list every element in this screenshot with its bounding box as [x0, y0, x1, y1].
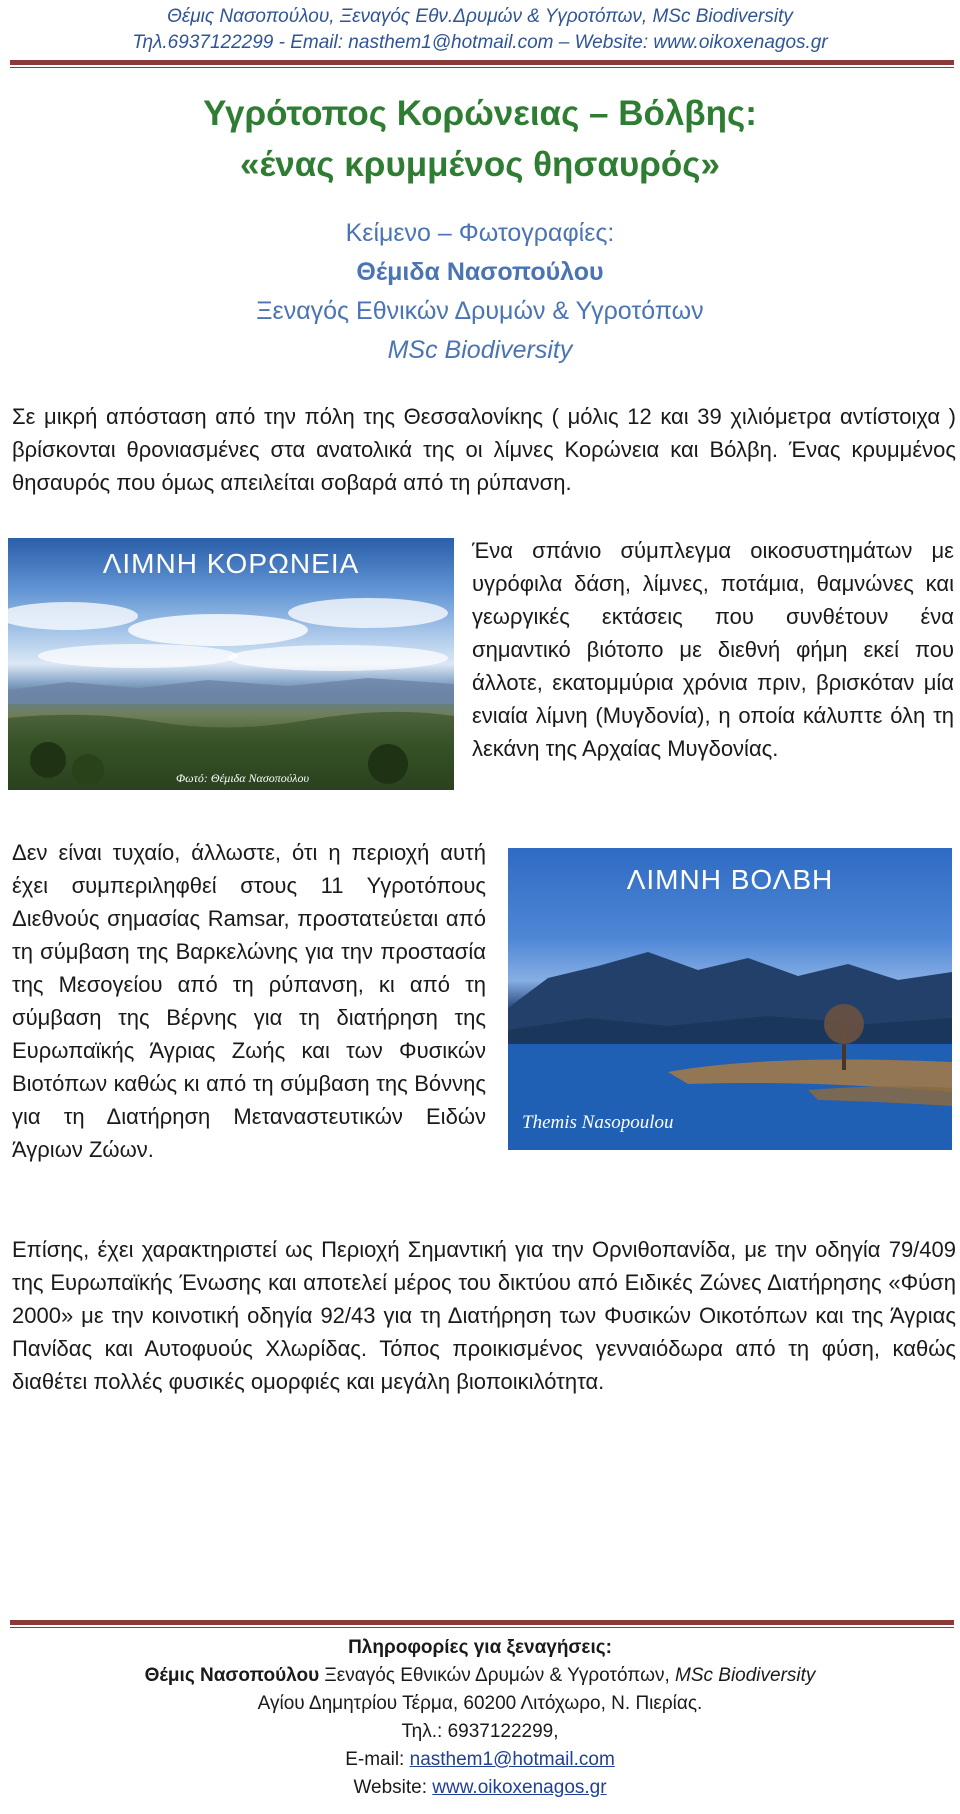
photo-credit-koroneia: Φωτό: Θέμιδα Νασοπούλου [176, 771, 309, 785]
photo-credit-volvi: Themis Nasopoulou [522, 1112, 674, 1133]
byline-label: Κείμενο – Φωτογραφίες: [345, 219, 615, 247]
footer-degree: MSc Biodiversity [675, 1665, 816, 1686]
footer-heading: Πληροφορίες για ξεναγήσεις: [348, 1637, 612, 1658]
footer-phone: Τηλ.: 6937122299, [401, 1721, 559, 1742]
footer-rule-thick [10, 1620, 954, 1625]
footer-website-line [0, 1774, 960, 1802]
byline-degree: MSc Biodiversity [387, 336, 573, 364]
footer-address: Αγίου Δημητρίου Τέρμα, 60200 Λιτόχωρο, Ν. Πιερίας. [257, 1693, 703, 1714]
footer-website-label: Website: [353, 1777, 433, 1798]
header-line-1: Θέμις Νασοπούλου, Ξεναγός Εθν.Δρυμών & Υγροτόπων, MSc Biodiversity [167, 6, 793, 27]
article-title [0, 88, 960, 190]
page-footer [0, 1634, 960, 1802]
paragraph-natura: Επίσης, έχει χαρακτηριστεί ως Περιοχή Σημαντική για την Ορνιθοπανίδα, με την οδηγία 79/409 της Ευρωπαϊκής Ένωσης και αποτελεί μέρος του δικτύου από Ειδικές Ζώνες Διατήρησης «Φύση 2000» με την κοινοτική οδηγία 92/43 για τη Διατήρηση των Φυσικών Οικοτόπων και της Άγριας Πανίδας και Αυτοφυούς Χλωρίδας. Τόπος προικισμένος γενναιόδωρα από τη φύση, καθώς διαθέτει πολλές φυσικές ομορφιές και μεγάλη βιοποικιλότητα. [12, 1237, 956, 1394]
photo-caption-volvi: ΛΙΜΝΗ ΒΟΛΒΗ [626, 864, 834, 895]
header-rule-thick [10, 60, 954, 65]
header-rule-thin [10, 67, 954, 68]
page-header [0, 4, 960, 56]
paragraph-ecosystem: Ένα σπάνιο σύμπλεγμα οικοσυστημάτων με υγρόφιλα δάση, λίμνες, ποτάμια, θαμνώνες και γεωργικές εκτάσεις που συνθέτουν ένα σημαντικό βιότοπο με διεθνή φήμη εκεί που άλλοτε, εκατομμύρια χρόνια πριν, βρισκόταν μία ενιαία λίμνη (Μυγδονία), η οποία κάλυπτε όλη τη λεκάνη της Αρχαίας Μυγδονίας. [472, 538, 954, 761]
header-line-2: Τηλ.6937122299 - Email: nasthem1@hotmail.com – Website: www.oikoxenagos.gr [132, 32, 828, 53]
article-title-line-1: Υγρότοπος Κορώνειας – Βόλβης: [203, 94, 757, 133]
paragraph-conventions: Δεν είναι τυχαίο, άλλωστε, ότι η περιοχή αυτή έχει συμπεριληφθεί στους 11 Υγροτόπους Διεθνούς σημασίας Ramsar, προστατεύεται από τη σύμβαση της Βαρκελώνης για την προστασία της Μεσογείου από τη ρύπανση, κι από τη σύμβαση της Βέρνης για τη διατήρηση της Ευρωπαϊκής Άγριας Ζωής και των Φυσικών Βιοτόπων καθώς κι από τη σύμβαση της Βόννης για τη Διατήρηση Μεταναστευτικών Ειδών Άγριων Ζώων. [12, 840, 486, 1162]
article-title-line-2: «ένας κρυμμένος θησαυρός» [240, 145, 720, 184]
paragraph-intro: Σε μικρή απόσταση από την πόλη της Θεσσαλονίκης ( μόλις 12 και 39 χιλιόμετρα αντίστοιχα ) βρίσκονται θρονιασμένες στα ανατολικά της οι λίμνες Κορώνεια και Βόλβη. Ένας κρυμμένος θησαυρός που όμως απειλείται σοβαρά από τη ρύπανση. [12, 404, 956, 495]
footer-role: Ξεναγός Εθνικών Δρυμών & Υγροτόπων, [319, 1665, 675, 1686]
photo-lake-koroneia [8, 538, 454, 790]
photo-lake-volvi [508, 848, 952, 1150]
footer-email-line [0, 1746, 960, 1774]
footer-email-label: E-mail: [345, 1749, 410, 1770]
footer-email-link[interactable]: nasthem1@hotmail.com [409, 1749, 615, 1770]
byline-role: Ξεναγός Εθνικών Δρυμών & Υγροτόπων [256, 297, 704, 325]
footer-rule-thin [10, 1627, 954, 1628]
photo-caption-koroneia: ΛΙΜΝΗ ΚΟΡΩΝΕΙΑ [102, 548, 360, 579]
article-byline [0, 214, 960, 370]
footer-name: Θέμις Νασοπούλου [144, 1665, 320, 1686]
byline-author: Θέμιδα Νασοπούλου [356, 258, 604, 286]
footer-name-line [0, 1662, 960, 1690]
footer-website-link[interactable]: www.oikoxenagos.gr [432, 1777, 607, 1798]
